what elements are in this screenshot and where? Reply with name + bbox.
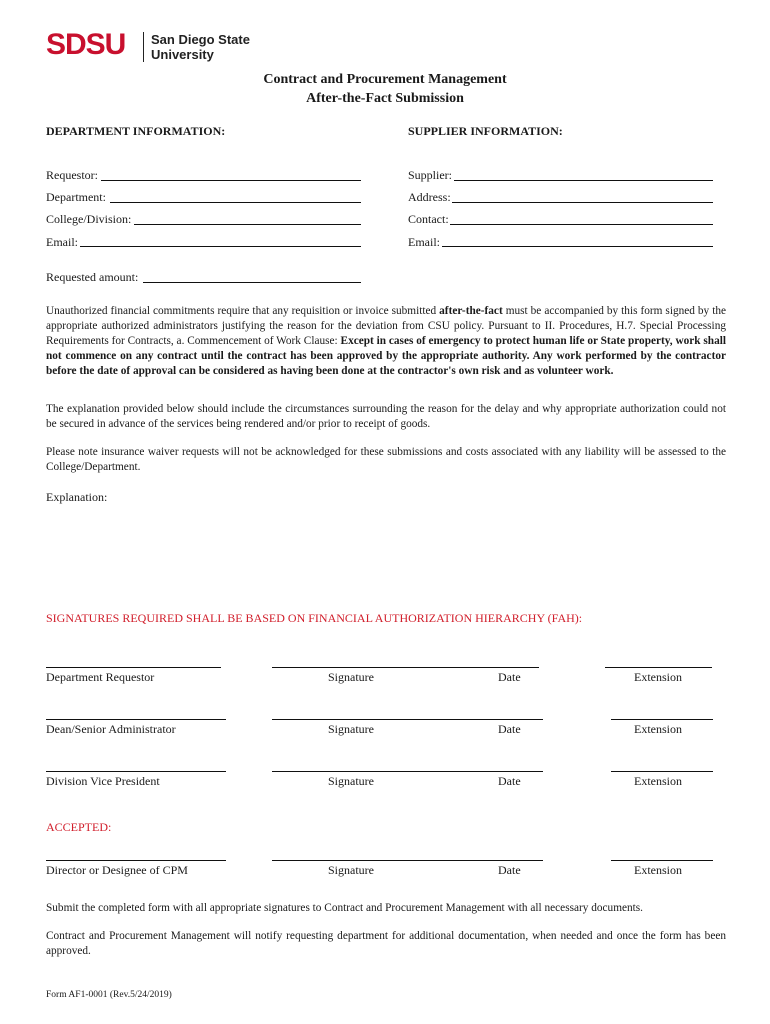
address-label: Address: <box>408 190 451 204</box>
emergency-clause: Except in cases of emergency to protect human life or State property, work shall not commence on any contract until the contract has been approved by the appropriate authority. Any work performed by the contractor before the date of approval can be considered as having been done at the contractor's own risk and as volunteer work. <box>46 335 727 377</box>
explanation-area[interactable] <box>46 508 726 603</box>
university-name-line2: University <box>151 47 214 62</box>
dean-extension-line[interactable] <box>611 719 713 720</box>
requestor-label: Requestor: <box>46 168 98 182</box>
notification-note: Contract and Procurement Management will notify requesting department for additional documentation, when needed and once the form has been approved. <box>46 930 726 957</box>
dean-signature-line[interactable] <box>272 719 543 720</box>
accepted-heading: ACCEPTED: <box>46 820 112 834</box>
vp-signature-line[interactable] <box>272 771 543 772</box>
after-the-fact-emphasis: after-the-fact <box>439 305 503 317</box>
department-email-field[interactable] <box>80 246 361 247</box>
vp-name-line[interactable] <box>46 771 226 772</box>
requested-amount-field[interactable] <box>143 282 361 283</box>
supplier-label: Supplier: <box>408 168 452 182</box>
insurance-waiver-note: Please note insurance waiver requests will not be acknowledged for these submissions and costs associated with any liability will be assessed to the College/Department. <box>46 446 726 473</box>
cpm-signature-line[interactable] <box>272 860 543 861</box>
supplier-field[interactable] <box>454 180 713 181</box>
signature-label: Signature <box>328 722 374 736</box>
sdsu-logo: SDSU <box>46 28 126 61</box>
cpm-extension-line[interactable] <box>611 860 713 861</box>
role-department-requestor: Department Requestor <box>46 670 155 684</box>
policy-text-1: Unauthorized financial commitments require that any requisition or invoice submitted <box>46 305 440 317</box>
address-field[interactable] <box>452 202 713 203</box>
date-label: Date <box>498 774 521 788</box>
department-info-heading: DEPARTMENT INFORMATION: <box>46 124 226 138</box>
submit-instructions: Submit the completed form with all appropriate signatures to Contract and Procurement Management with all necessary documents. <box>46 902 644 914</box>
logo-divider <box>143 32 144 62</box>
extension-label: Extension <box>634 774 682 788</box>
role-division-vice-president: Division Vice President <box>46 774 160 788</box>
college-division-label: College/Division: <box>46 212 132 226</box>
cpm-name-line[interactable] <box>46 860 226 861</box>
requestor-signature-line[interactable] <box>272 667 539 668</box>
signature-label: Signature <box>328 774 374 788</box>
requestor-field[interactable] <box>101 180 361 181</box>
role-dean-senior-administrator: Dean/Senior Administrator <box>46 722 176 736</box>
dean-name-line[interactable] <box>46 719 226 720</box>
supplier-info-heading: SUPPLIER INFORMATION: <box>408 124 563 138</box>
extension-label: Extension <box>634 722 682 736</box>
signature-label: Signature <box>328 670 374 684</box>
signature-label: Signature <box>328 863 374 877</box>
department-email-label: Email: <box>46 235 78 249</box>
vp-extension-line[interactable] <box>611 771 713 772</box>
date-label: Date <box>498 722 521 736</box>
extension-label: Extension <box>634 670 682 684</box>
college-division-field[interactable] <box>134 224 361 225</box>
policy-paragraph <box>46 304 726 379</box>
policy-text-2: must be accompanied by this form signed by the appropriate authorized administrators justifying the reason for the deviation from CSU policy. Pursuant to II. Procedures, H.7. Special Processing Requirements for Contracts, a. Commencement of Work Clause: <box>46 305 726 347</box>
supplier-email-label: Email: <box>408 235 440 249</box>
form-title: Contract and Procurement Management <box>263 72 507 87</box>
department-field[interactable] <box>110 202 361 203</box>
contact-field[interactable] <box>450 224 713 225</box>
role-director-cpm: Director or Designee of CPM <box>46 863 188 877</box>
university-name-line1: San Diego State <box>151 32 250 47</box>
requestor-extension-line[interactable] <box>605 667 712 668</box>
requestor-name-line[interactable] <box>46 667 221 668</box>
signatures-heading: SIGNATURES REQUIRED SHALL BE BASED ON FINANCIAL AUTHORIZATION HIERARCHY (FAH): <box>46 611 583 625</box>
contact-label: Contact: <box>408 212 449 226</box>
department-label: Department: <box>46 190 106 204</box>
date-label: Date <box>498 863 521 877</box>
date-label: Date <box>498 670 521 684</box>
requested-amount-label: Requested amount: <box>46 270 139 284</box>
form-subtitle: After-the-Fact Submission <box>306 91 464 106</box>
supplier-email-field[interactable] <box>442 246 713 247</box>
explanation-label: Explanation: <box>46 490 108 504</box>
form-id: Form AF1-0001 (Rev.5/24/2019) <box>46 990 172 1000</box>
extension-label: Extension <box>634 863 682 877</box>
university-name <box>151 32 250 62</box>
explanation-instructions: The explanation provided below should include the circumstances surrounding the reason for the delay and why appropriate authorization could not be secured in advance of the services being rendered and/or prior to receipt of goods. <box>46 403 726 430</box>
